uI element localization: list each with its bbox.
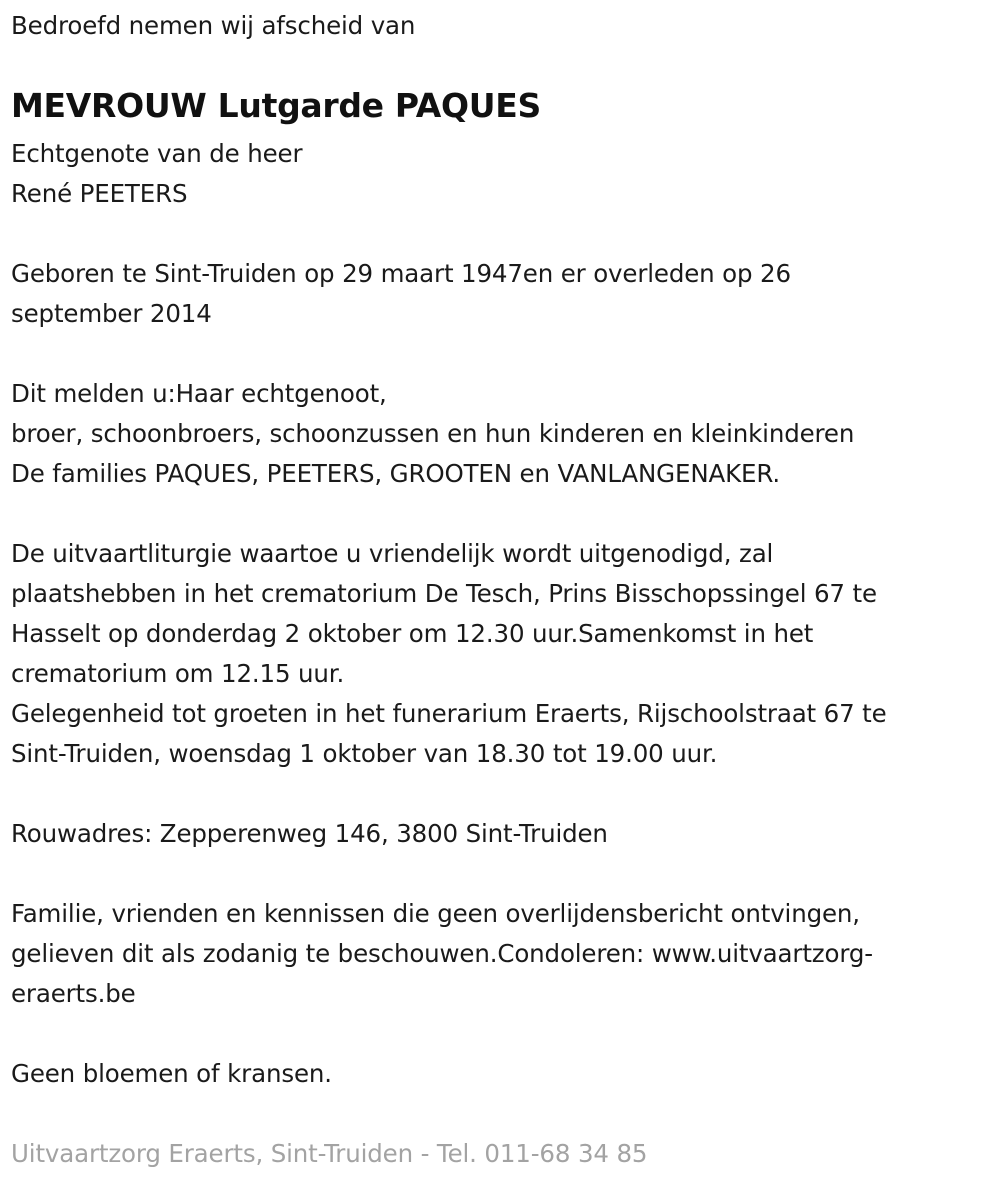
ceremony-line: crematorium om 12.15 uur.	[11, 659, 345, 688]
birth-death-line: september 2014	[11, 299, 212, 328]
ceremony-line: De uitvaartliturgie waartoe u vriendelijk wordt uitgenodigd, zal	[11, 539, 774, 568]
ceremony-line: Sint-Truiden, woensdag 1 oktober van 18.30 tot 19.00 uur.	[11, 739, 718, 768]
announcers-line: De families PAQUES, PEETERS, GROOTEN en VANLANGENAKER.	[11, 459, 781, 488]
address-block	[11, 814, 608, 854]
notice-line: gelieven dit als zodanig te beschouwen.Condoleren: www.uitvaartzorg-	[11, 939, 873, 968]
funeral-home-footer: Uitvaartzorg Eraerts, Sint-Truiden - Tel. 011-68 34 85	[11, 1139, 648, 1168]
ceremony-block	[11, 534, 887, 774]
announcers-line: broer, schoonbroers, schoonzussen en hun kinderen en kleinkinderen	[11, 419, 855, 448]
ceremony-line: Hasselt op donderdag 2 oktober om 12.30 uur.Samenkomst in het	[11, 619, 814, 648]
ceremony-line: plaatshebben in het crematorium De Tesch, Prins Bisschopssingel 67 te	[11, 579, 877, 608]
intro-text: Bedroefd nemen wij afscheid van	[11, 11, 416, 40]
deceased-name: MEVROUW Lutgarde PAQUES	[11, 86, 541, 125]
birth-death-line: Geboren te Sint-Truiden op 29 maart 1947en er overleden op 26	[11, 259, 791, 288]
mourning-address: Rouwadres: Zepperenweg 146, 3800 Sint-Truiden	[11, 819, 608, 848]
no-flowers-text: Geen bloemen of kransen.	[11, 1059, 332, 1088]
notice-line: Familie, vrienden en kennissen die geen overlijdensbericht ontvingen,	[11, 899, 860, 928]
ceremony-line: Gelegenheid tot groeten in het funerarium Eraerts, Rijschoolstraat 67 te	[11, 699, 887, 728]
announcers-block	[11, 374, 854, 494]
spouse-line: Echtgenote van de heer	[11, 139, 303, 168]
spouse-block	[11, 134, 302, 214]
spouse-name-line: René PEETERS	[11, 179, 188, 208]
flowers-block	[11, 1054, 332, 1094]
notice-block	[11, 894, 873, 1014]
notice-line: eraerts.be	[11, 979, 136, 1008]
announcers-line: Dit melden u:Haar echtgenoot,	[11, 379, 387, 408]
birth-death-block	[11, 254, 791, 334]
